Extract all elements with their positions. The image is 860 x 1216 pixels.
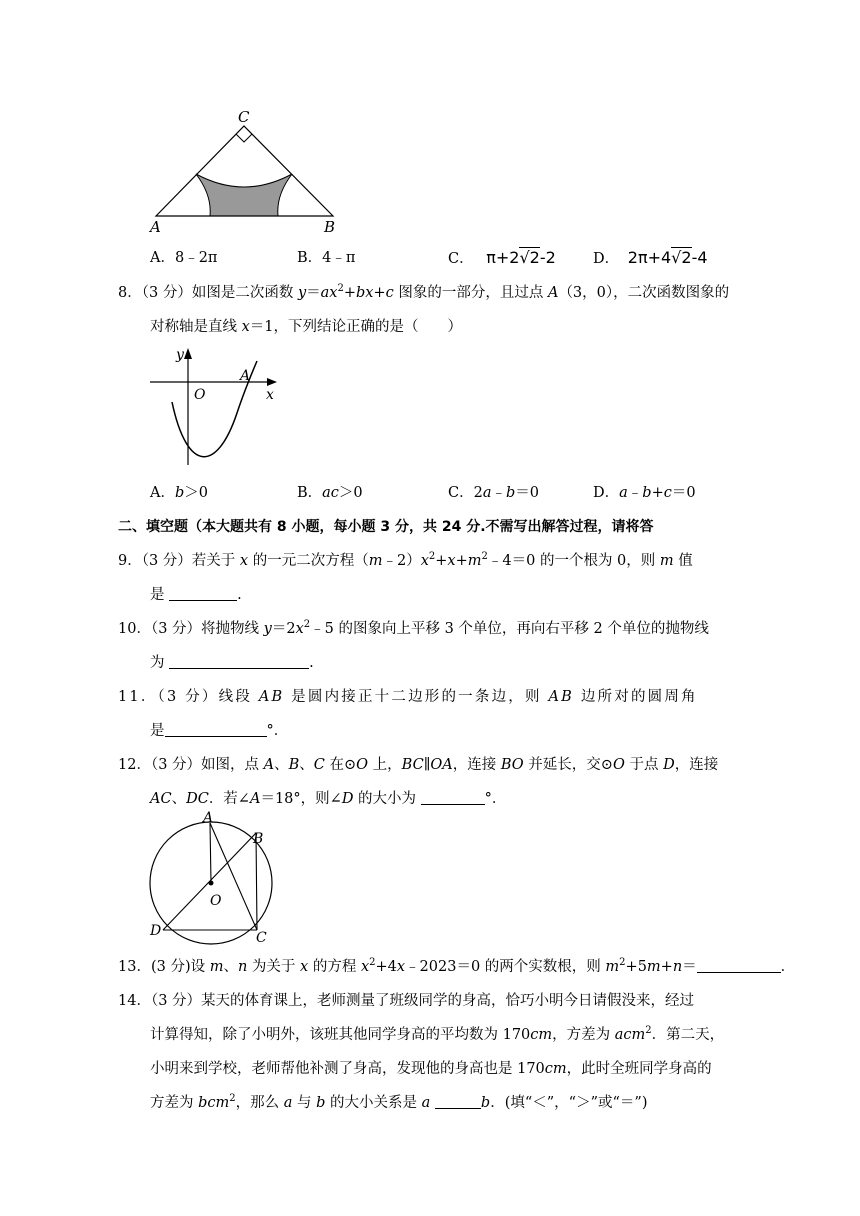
label-a: A [240,368,251,384]
triangle-figure [140,105,350,235]
q14-answer-blank[interactable] [435,1094,481,1109]
q10-line-1: 10．（3 分）将抛物线 $y=2x^2﹣5$ 的图象向上平移 3 个单位，再向右平移 2 个单位的抛物线 [118,619,709,637]
parabola-figure [145,343,280,468]
right-angle-mark [236,134,252,142]
q11-answer-blank[interactable] [165,722,267,737]
q7-option-c-label: C． [448,251,474,267]
q12-answer-blank[interactable] [421,790,485,805]
q7-option-a: A．8﹣2π [150,250,218,266]
q14-line-2: 计算得知，除了小明外，该班其他同学身高的平均数为 170cm，方差为 acm$^2$．第二天， [150,1025,725,1043]
q11-line-1: 11．（3 分）线段 AB 是圆内接正十二边形的一条边，则 AB 边所对的圆周角 [118,689,698,705]
label-x: x [266,387,274,403]
q14-line-4: 方差为 bcm$^2$，那么 a 与 b 的大小关系是 a b．(填“＜”，“＞”或“＝”) [150,1093,648,1111]
q11-line-2: 是 °． [150,723,289,739]
label-c: C [238,108,250,126]
q8-option-c: C．2a﹣b＝0 [448,485,540,501]
q13-line-1: 13．(3 分)设 m、n 为关于 x 的方程 $x^2+4x﹣2023=0$ 的两个实数根，则 $m^2+5m+n=$ ． [118,957,796,975]
q8-line-1: 8．（3 分）如图是二次函数 $y=ax^2+bx+c$ 图象的一部分，且过点 A（3，0），二次函数图象的 [118,283,730,301]
label-a: A [203,810,214,826]
q14-line-1: 14．（3 分）某天的体育课上，老师测量了班级同学的身高，恰巧小明今日请假没来，经过 [118,993,695,1009]
q7-option-d [593,248,708,269]
q7-option-c [448,248,556,269]
circle-figure [140,810,285,945]
q12-line-2: AC、DC．若∠A＝18°，则∠D 的大小为 °． [150,791,507,807]
center-point [209,881,214,886]
label-y: y [176,347,184,363]
q8-option-d: D．a﹣b+c＝0 [593,485,696,501]
label-b: B [253,831,264,847]
q7-option-d-label: D． [593,251,620,267]
q9-line-1: 9．（3 分）若关于 x 的一元二次方程$(m﹣2)x^2+x+m^2﹣4=0$ 的一个根为 0，则 m 值 [118,551,693,569]
q8-option-b: B．ac＞0 [297,485,363,501]
label-d: D [150,923,162,939]
shaded-region [196,174,292,216]
q9-line-2: 是 . [150,587,242,603]
label-b: B [324,218,336,235]
q14-line-3: 小明来到学校，老师帮他补测了身高，发现他的身高也是 170cm，此时全班同学身高的 [150,1061,712,1077]
q13-answer-blank[interactable] [697,958,781,973]
q7-option-b: B．4﹣π [297,250,356,266]
section-2-heading: 二、填空题（本大题共有 8 小题，每小题 3 分，共 24 分.不需写出解答过程，请将答 [118,519,654,535]
label-c: C [256,930,267,945]
label-o: O [194,387,206,403]
label-a: A [150,218,161,235]
q10-line-2: 为 . [150,655,314,671]
q7-option-d-expr: 2π+4√2-4 [627,248,708,267]
q8-option-a: A．b＞0 [150,485,209,501]
q9-answer-blank[interactable] [169,586,237,601]
q12-line-1: 12．（3 分）如图，点 A、B、C 在⊙O 上，BC∥OA，连接 BO 并延长，交⊙O 于点 D，连接 [118,757,719,773]
q10-answer-blank[interactable] [169,654,309,669]
q7-option-c-expr: π+2√2-2 [486,248,556,267]
label-o: O [210,893,222,909]
x-axis-arrow [267,378,277,386]
y-axis-arrow [184,348,192,359]
q8-line-2: 对称轴是直线 x＝1，下列结论正确的是（ ） [150,319,463,335]
